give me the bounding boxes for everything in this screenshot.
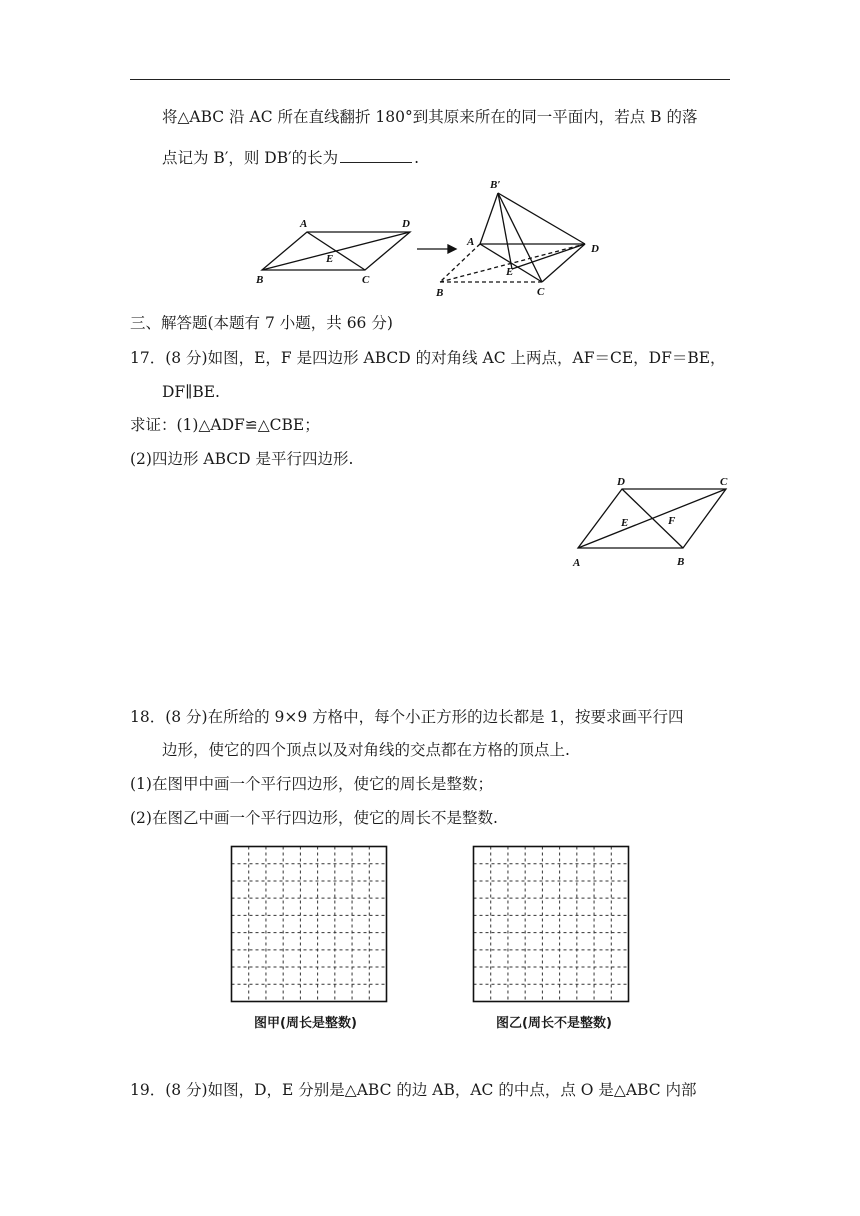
q18-line1: 18．(8 分)在所给的 9×9 方格中，每个小正方形的边长都是 1，按要求画平行四 — [130, 708, 684, 726]
header-rule — [130, 79, 730, 80]
label-A-right: A — [467, 236, 475, 248]
label-Bprime-right: B′ — [490, 179, 501, 191]
label-D-right: D — [591, 243, 599, 255]
label-D-left: D — [402, 218, 410, 230]
section-3-heading: 三、解答题(本题有 7 小题，共 66 分) — [130, 314, 393, 332]
q17-line2: DF∥BE. — [162, 383, 220, 401]
label-B: B — [677, 556, 685, 568]
label-E-left: E — [326, 253, 334, 265]
label-E: E — [621, 517, 629, 529]
q18-line3: (1)在图甲中画一个平行四边形，使它的周长是整数； — [130, 775, 493, 793]
q16-line1: 将△ABC 沿 AC 所在直线翻折 180°到其原来所在的同一平面内，若点 B 的落 — [162, 108, 698, 126]
q16-line2-end: . — [414, 149, 420, 167]
grid-jia-caption: 图甲(周长是整数) — [254, 1016, 357, 1031]
grid-border — [474, 847, 629, 1002]
label-C: C — [720, 476, 728, 488]
label-C-left: C — [362, 274, 370, 286]
grid-yi-caption: 图乙(周长不是整数) — [496, 1016, 612, 1031]
answer-blank — [340, 148, 412, 163]
label-C-right: C — [537, 286, 545, 298]
figure-16 — [250, 175, 620, 300]
label-E-right: E — [506, 266, 514, 278]
label-B-left: B — [256, 274, 264, 286]
q16-line2 — [162, 148, 419, 168]
label-B-right: B — [436, 287, 444, 299]
grid-jia — [230, 845, 388, 1003]
grid-yi — [472, 845, 630, 1003]
grid-border — [232, 847, 387, 1002]
label-A-left: A — [300, 218, 308, 230]
label-D: D — [617, 476, 625, 488]
q16-line2-text: 点记为 B′，则 DB′的长为 — [162, 149, 339, 167]
figure-17 — [566, 470, 738, 572]
q17-line1: 17．(8 分)如图，E，F 是四边形 ABCD 的对角线 AC 上两点，AF＝CE，DF＝BE， — [130, 349, 726, 367]
q19-line1: 19．(8 分)如图，D，E 分别是△ABC 的边 AB，AC 的中点，点 O 是△ABC 内部 — [130, 1081, 697, 1099]
label-A: A — [573, 557, 581, 569]
q17-line4: (2)四边形 ABCD 是平行四边形. — [130, 450, 354, 468]
q17-line3: 求证：(1)△ADF≌△CBE； — [130, 416, 320, 434]
q18-line2: 边形，使它的四个顶点以及对角线的交点都在方格的顶点上. — [162, 741, 570, 759]
q18-line4: (2)在图乙中画一个平行四边形，使它的周长不是整数. — [130, 809, 498, 827]
label-F: F — [668, 515, 676, 527]
